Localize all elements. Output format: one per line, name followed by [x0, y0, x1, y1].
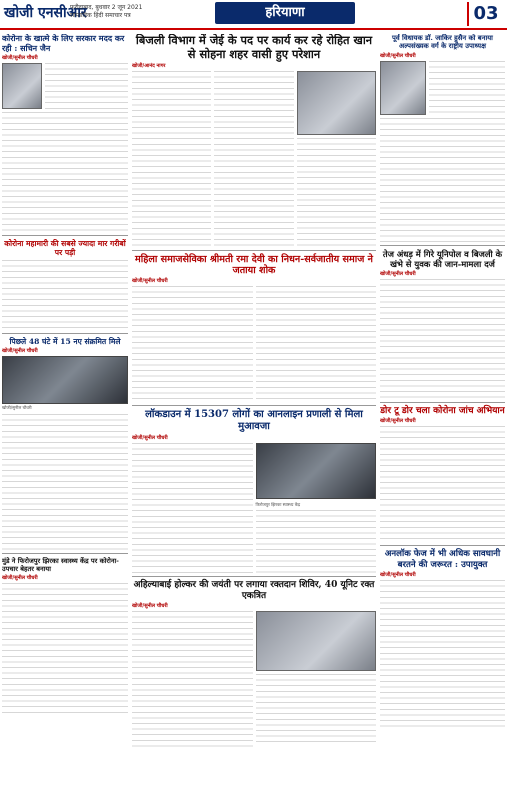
divider: [132, 405, 376, 406]
article-text: [380, 118, 505, 242]
byline: खोजी/सुनील चौधरी: [132, 435, 168, 441]
headline-poverty: कोरोना महामारी की सबसे ज्यादा मार गरीबों पर पड़ी: [4, 239, 126, 257]
photo-caption: फिरोजपुर झिरका स्वास्थ्य केंद्र: [255, 502, 301, 507]
headline-new-cases: पिछले 48 घंटे में 15 नए संक्रमित मिले: [9, 337, 121, 346]
byline: खोजी/सुनील चौधरी: [380, 270, 416, 277]
article-text: [2, 260, 128, 330]
masthead: [0, 0, 507, 30]
article-text: [256, 674, 377, 747]
article-text: [297, 138, 376, 247]
divider: [380, 545, 505, 546]
headline-door-to-door: डोर टू डोर चला कोरोना जांच अभियान: [380, 405, 505, 416]
byline: खोजी/सुनील चौधरी: [380, 418, 416, 425]
divider: [2, 333, 128, 334]
headline-unlock-caution: अनलॉक फेज में भी अधिक सावधानी बरतने की जरूरत : उपायुक्त: [384, 549, 501, 570]
article-text: [380, 279, 505, 399]
byline: खोजी/सुनील चौधरी: [132, 278, 168, 284]
headline-corona: कोरोना के खात्मे के लिए सरकार मदद कर रही : सचिन जैन: [2, 34, 125, 53]
brand-logo: खोजी एनसीआर: [4, 5, 87, 21]
headline-minority-post: पूर्व विधायक डॉ. जाकिर हुसैन को बनाया अल्पसंख्यक वर्ग के राष्ट्रीय उपाध्यक्ष: [392, 34, 493, 51]
headline-blood-camp: अहिल्याबाई होल्कर की जयंती पर लगाया रक्तदान शिविर, 40 यूनिट रक्त एकत्रित: [133, 580, 375, 601]
headline-health-centre: मुंडे ने फिरोजपुर झिरका स्वास्थ्य केंद्र पर कोरोना-उपचार बेहतर बनाया: [2, 557, 119, 573]
article-text: [380, 426, 505, 542]
byline: खोजी/सुनील चौधरी: [380, 52, 416, 59]
page-number: 03: [467, 2, 503, 26]
article-text: [132, 286, 253, 402]
divider: [132, 576, 376, 577]
article-text: [2, 414, 128, 550]
article-text: [132, 443, 253, 573]
portrait-photo: [2, 63, 42, 109]
news-photo: [2, 356, 128, 404]
divider: [2, 235, 128, 236]
headline-lockdown-compensation: लॉकडाउन में 15307 लोगों का आनलाइन प्रणाली से मिला मुआवजा: [145, 409, 363, 432]
article-text: [132, 71, 211, 247]
article-text: [2, 112, 128, 232]
article-text: [45, 63, 128, 109]
byline: खोजी/सुनील चौधरी: [2, 55, 38, 61]
issue-type: साप्ताहिक हिंदी समाचार पत्र: [70, 12, 131, 19]
article-text: [256, 510, 377, 573]
center-column: [132, 34, 376, 798]
health-centre-photo: [256, 443, 377, 499]
section-title: हरियाणा: [215, 2, 355, 24]
issue-date: फरीदाबाद, बुधवार 2 जून 2021: [70, 4, 143, 11]
headline-electricity: बिजली विभाग में जेई के पद पर कार्य कर रहे रोहित खान से सोहना शहर वासी हुए परेशान: [135, 34, 373, 61]
divider: [132, 250, 376, 251]
byline: खोजी/सुनील चौधरी: [380, 571, 416, 578]
article-text: [132, 611, 253, 747]
article-text: [429, 61, 505, 115]
headline-storm-accident: तेज अंधड़ में गिरे यूनिपोल व बिजली के खंभे से युवक की जान-मामला दर्ज: [382, 248, 503, 269]
photo-caption: खोजी/सुनील चौधरी: [2, 405, 32, 410]
left-column: [2, 34, 128, 798]
divider: [380, 402, 505, 403]
article-text: [2, 583, 128, 713]
portrait-photo: [380, 61, 426, 115]
issue-info: [70, 4, 142, 20]
headline-obituary: महिला समाजसेविका श्रीमती रमा देवी का निधन-सर्वजातीय समाज ने जताया शोक: [135, 254, 373, 276]
officials-photo: [297, 71, 376, 135]
article-text: [380, 580, 505, 730]
byline: खोजी/सुनील चौधरी: [2, 348, 38, 354]
article-text: [214, 71, 293, 247]
blood-camp-photo: [256, 611, 377, 671]
byline: खोजी/सुनील चौधरी: [132, 603, 168, 609]
byline: खोजी/आनंद नागर: [132, 63, 166, 69]
article-text: [256, 286, 377, 402]
divider: [2, 553, 128, 554]
byline: खोजी/सुनील चौधरी: [2, 575, 38, 581]
right-column: [380, 34, 505, 798]
divider: [380, 245, 505, 246]
